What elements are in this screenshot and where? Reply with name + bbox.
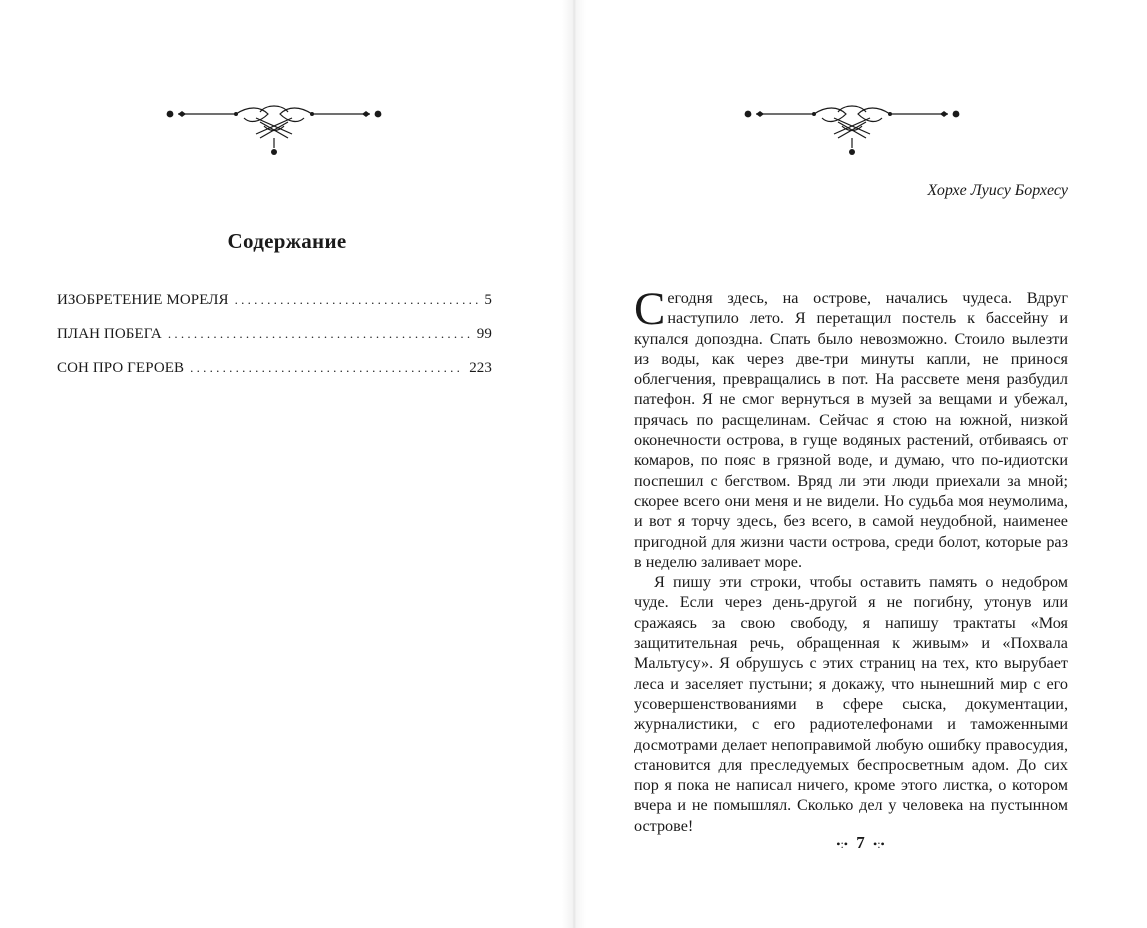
paragraph-text: егодня здесь, на острове, начались чудеса. Вдруг наступило лето. Я перетащил постель к бассейну и купался допоздна. Спать было невозможно. Стоило вылезти из воды, как через две-три минуты капли, не принося облегчения, превращались в пот. На рассвете меня разбудил патефон. Я не смог вернуться в музей за вещами и убежал, прячась по расщелинам. Сейчас я стою на южной, низкой оконечности острова, в гуще водяных растений, отбиваясь от комаров, по пояс в грязной воде, и думаю, что по-идиотски поспешил с бегством. Вряд ли эти люди приехали за мной; скорее всего они меня и не видели. Но судьба моя неумолима, и вот я торчу здесь, без всего, в самой неудобной, наименее пригодной для жизни части острова, среди болот, которые раз в неделю заливает море. [634, 289, 1068, 571]
right-page [574, 0, 1147, 928]
folio-ornament-right-icon: •:• [873, 836, 885, 851]
body-text [634, 283, 1068, 836]
toc-entry[interactable] [57, 292, 492, 326]
toc-entry-page: 5 [484, 292, 492, 308]
paragraph [634, 283, 1068, 572]
folio-ornament-left-icon: •:• [836, 836, 848, 851]
table-of-contents [57, 292, 492, 394]
toc-entry-page: 99 [476, 326, 492, 342]
toc-entry-title: ПЛАН ПОБЕГА [57, 326, 162, 342]
dedication: Хорхе Луису Борхесу [927, 182, 1068, 199]
toc-entry[interactable] [57, 326, 492, 360]
toc-leader-dots [235, 292, 479, 308]
ornament-flourish-icon [164, 102, 384, 156]
toc-entry-title: СОН ПРО ГЕРОЕВ [57, 360, 185, 376]
ornament-flourish-icon [742, 102, 962, 156]
toc-title: Содержание [227, 229, 347, 253]
toc-entry-title: ИЗОБРЕТЕНИЕ МОРЕЛЯ [57, 292, 229, 308]
page-number: 7 [856, 833, 865, 852]
toc-leader-dots [168, 326, 471, 342]
toc-entry[interactable] [57, 360, 492, 394]
paragraph: Я пишу эти строки, чтобы оставить память о недобром чуде. Если через день-другой я не погибну, утонув или сражаясь за свою свободу, я напишу трактаты «Моя защитительная речь, обращенная к живым» и «Похвала Мальтусу». Я обрушусь с этих страниц на тех, кто вырубает леса и заселяет пустыни; я докажу, что нынешний мир с его усовершенствованиями в сфере сыска, документации, журналистики, с его радиотелефонами и таможенными досмотрами делает непоправимой любую ошибку правосудия, становится для преследуемых беспросветным адом. До сих пор я пока не написал ничего, кроме этого листка, о котором вчера и не помышлял. Сколько дел у человека на пустынном острове! [634, 573, 1068, 835]
drop-cap: С [634, 283, 666, 335]
toc-leader-dots [190, 360, 463, 376]
page-number-footer [574, 833, 1147, 853]
toc-entry-page: 223 [469, 360, 492, 376]
